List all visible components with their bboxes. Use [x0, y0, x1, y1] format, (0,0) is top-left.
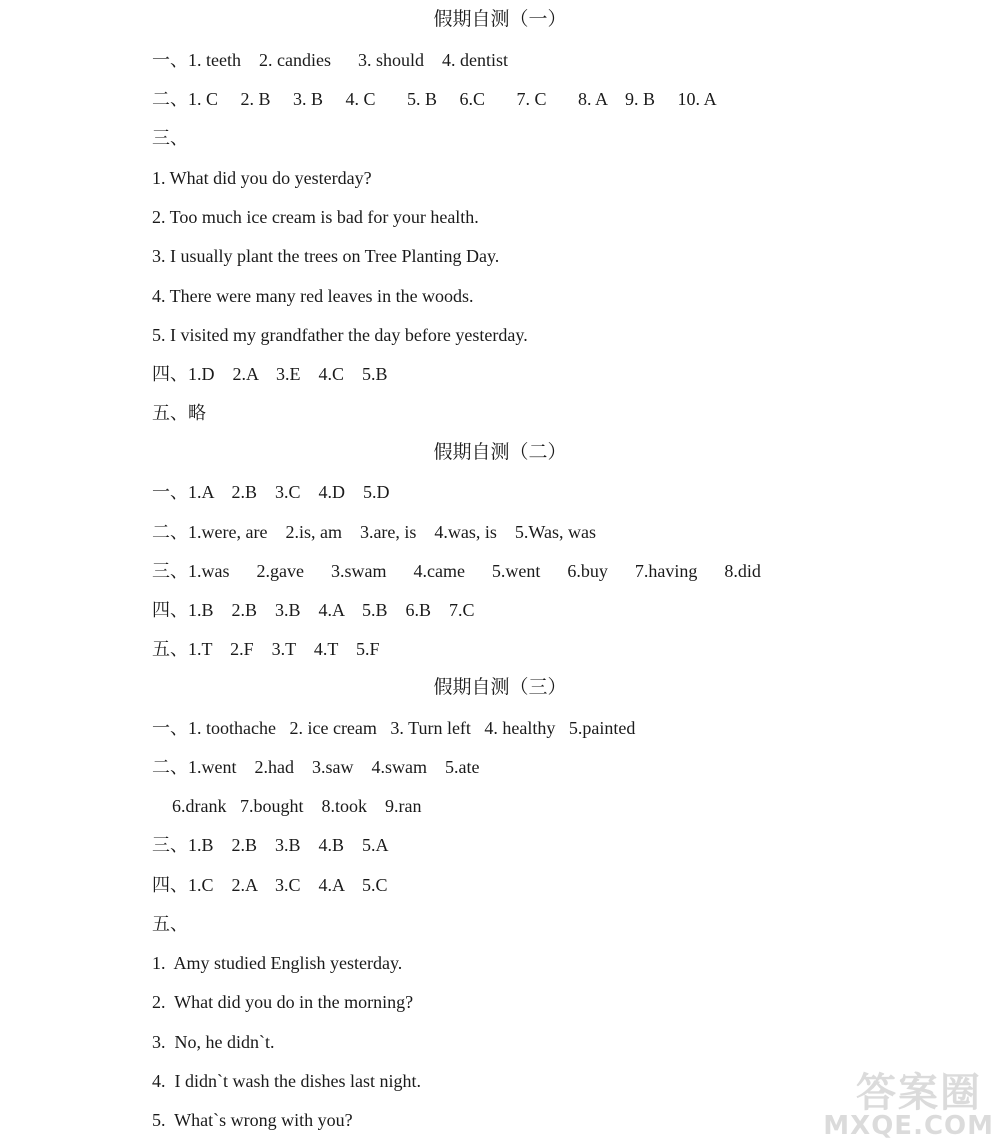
- answer-line: 五、1.T 2.F 3.T 4.T 5.F: [152, 639, 380, 659]
- answer-line: 四、1.C 2.A 3.C 4.A 5.C: [152, 875, 388, 895]
- answer-line: 3. No, he didn`t.: [152, 1032, 275, 1052]
- answer-line: 五、略: [152, 403, 206, 423]
- answer-line: 1. What did you do yesterday?: [152, 168, 372, 188]
- answer-line: 四、1.D 2.A 3.E 4.C 5.B: [152, 364, 388, 384]
- answer-line: 6.drank 7.bought 8.took 9.ran: [172, 796, 422, 816]
- answer-line: 一、1. teeth 2. candies 3. should 4. dentist: [152, 50, 508, 70]
- answer-line: 一、1. toothache 2. ice cream 3. Turn left 4. healthy 5.painted: [152, 718, 636, 738]
- answer-line: 4. I didn`t wash the dishes last night.: [152, 1071, 421, 1091]
- answer-line: 四、1.B 2.B 3.B 4.A 5.B 6.B 7.C: [152, 600, 475, 620]
- answer-line: 五、: [152, 914, 188, 934]
- watermark-logo: [814, 1061, 994, 1141]
- answer-line: 二、1.were, are 2.is, am 3.are, is 4.was, is 5.Was, was: [152, 522, 596, 542]
- answer-line: 三、1.B 2.B 3.B 4.B 5.A: [152, 835, 389, 855]
- answer-line: 3. I usually plant the trees on Tree Planting Day.: [152, 246, 500, 266]
- answer-line: 2. Too much ice cream is bad for your health.: [152, 207, 479, 227]
- section-title-1: 假期自测（一）: [433, 9, 567, 30]
- answer-line: 1. Amy studied English yesterday.: [152, 953, 403, 973]
- answer-line: 二、1. C 2. B 3. B 4. C 5. B 6.C 7. C 8. A 9. B 10. A: [152, 89, 717, 109]
- watermark-domain: MXQE.COM: [823, 1111, 994, 1141]
- answer-line: 2. What did you do in the morning?: [152, 992, 414, 1012]
- section-title-3: 假期自测（三）: [433, 677, 567, 698]
- section-title-2: 假期自测（二）: [433, 442, 567, 463]
- answer-line: 二、1.went 2.had 3.saw 4.swam 5.ate: [152, 757, 480, 777]
- answer-line: 一、1.A 2.B 3.C 4.D 5.D: [152, 482, 390, 502]
- watermark-text: 答案圈: [856, 1070, 982, 1116]
- answer-line: 5. I visited my grandfather the day before yesterday.: [152, 325, 528, 345]
- answer-line: 三、: [152, 128, 188, 148]
- answer-line: 4. There were many red leaves in the woods.: [152, 286, 474, 306]
- answer-line: 5. What`s wrong with you?: [152, 1110, 353, 1130]
- answer-line: 三、1.was 2.gave 3.swam 4.came 5.went 6.buy 7.having 8.did: [152, 561, 761, 581]
